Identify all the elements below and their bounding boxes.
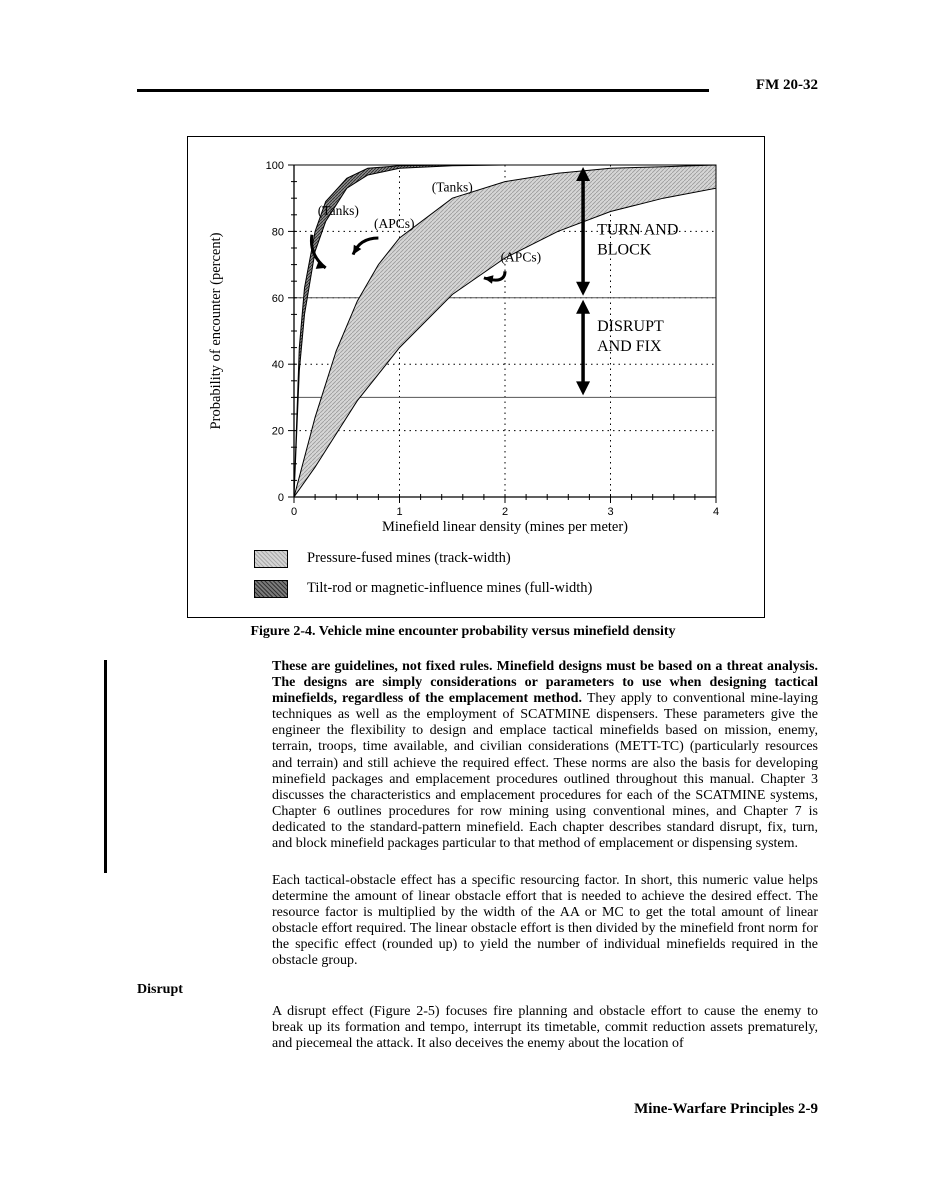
curve-annotation: (APCs)	[500, 249, 542, 265]
change-bar	[104, 660, 107, 873]
x-tick-label: 2	[501, 506, 509, 518]
y-tick-label: 80	[271, 226, 284, 239]
curve-annotation: (Tanks)	[431, 179, 473, 195]
figure-caption: Figure 2-4. Vehicle mine encounter probability versus minefield density	[250, 624, 676, 639]
x-tick-label: 0	[290, 506, 298, 518]
legend-swatch-dark	[254, 580, 288, 598]
x-axis-title: Minefield linear density (mines per meter)	[381, 519, 629, 535]
region-arrowhead-up	[576, 300, 590, 314]
region-label: DISRUPT	[597, 318, 664, 335]
page-footer: Mine-Warfare Principles 2-9	[634, 1101, 818, 1117]
region-label: BLOCK	[597, 241, 652, 259]
region-arrowhead-down	[576, 282, 590, 296]
figure-frame	[187, 136, 765, 618]
section-heading-disrupt: Disrupt	[137, 982, 183, 997]
legend-label: Pressure-fused mines (track-width)	[307, 550, 511, 566]
paragraph-bold-lead: These are guidelines, not fixed rules. Minefield designs must be based on a threat analysis. The designs are simply considerations or parameters to use when designing tactical minefields, regardless of the emplacement method.	[272, 659, 818, 707]
y-axis-title: Probability of encounter (percent)	[208, 232, 224, 430]
paragraph-text: They apply to conventional mine-laying techniques as well as the employment of SCATMINE dispensers. These parameters give the engineer the flexibility to design and emplace tactical minefields based on mission, enemy, terrain, troops, time available, and civilian considerations (METT-TC) (particularly resources and terrain) and still achieve the required effect. These norms are also the basis for developing minefield packages and emplacement procedures outlined throughout this manual. Chapter 3 discusses the characteristics and emplacement procedures for each of the SCATMINE systems, Chapter 6 outlines procedures for row mining using conventional mines, and Chapter 7 is dedicated to the standard-pattern minefield. Each chapter describes standard disrupt, fix, turn, and block minefield packages particular to that method of emplacement or dispensing system.	[272, 691, 819, 852]
y-tick-label: 100	[265, 160, 284, 172]
region-arrowhead-down	[576, 381, 590, 395]
document-id: FM 20-32	[755, 77, 818, 93]
y-tick-label: 0	[277, 492, 284, 504]
y-tick-label: 60	[271, 292, 284, 305]
x-tick-label: 3	[607, 506, 614, 518]
curve-annotation: (APCs)	[373, 216, 415, 232]
header-rule	[137, 89, 709, 92]
curve-annotation: (Tanks)	[317, 202, 359, 218]
x-tick-label: 4	[712, 506, 720, 518]
y-tick-label: 40	[271, 359, 284, 372]
legend-label: Tilt-rod or magnetic-influence mines (full-width)	[307, 580, 593, 596]
region-label: TURN AND	[597, 221, 679, 239]
paragraph-guidelines	[272, 659, 818, 852]
paragraph-resourcing: Each tactical-obstacle effect has a specific resourcing factor. In short, this numeric value helps determine the amount of linear obstacle effort that is needed to achieve the desired effect. The resource factor is multiplied by the width of the AA or MC to get the total amount of linear obstacle effort required. The linear obstacle effort is then divided by the minefield front norm for the specific effect (rounded up) to yield the number of individual minefields required in the obstacle group.	[272, 873, 818, 969]
pointer-arrow	[353, 238, 378, 255]
legend-swatch-light	[254, 550, 288, 568]
encounter-probability-chart	[188, 137, 764, 537]
x-tick-label: 1	[396, 506, 403, 518]
y-tick-label: 20	[271, 425, 284, 438]
region-label: AND FIX	[597, 338, 662, 355]
paragraph-disrupt: A disrupt effect (Figure 2-5) focuses fire planning and obstacle effort to cause the enemy to break up its formation and tempo, interrupt its timetable, commit reduction assets prematurely, and piecemeal the attack. It also deceives the enemy about the location of	[272, 1004, 818, 1052]
